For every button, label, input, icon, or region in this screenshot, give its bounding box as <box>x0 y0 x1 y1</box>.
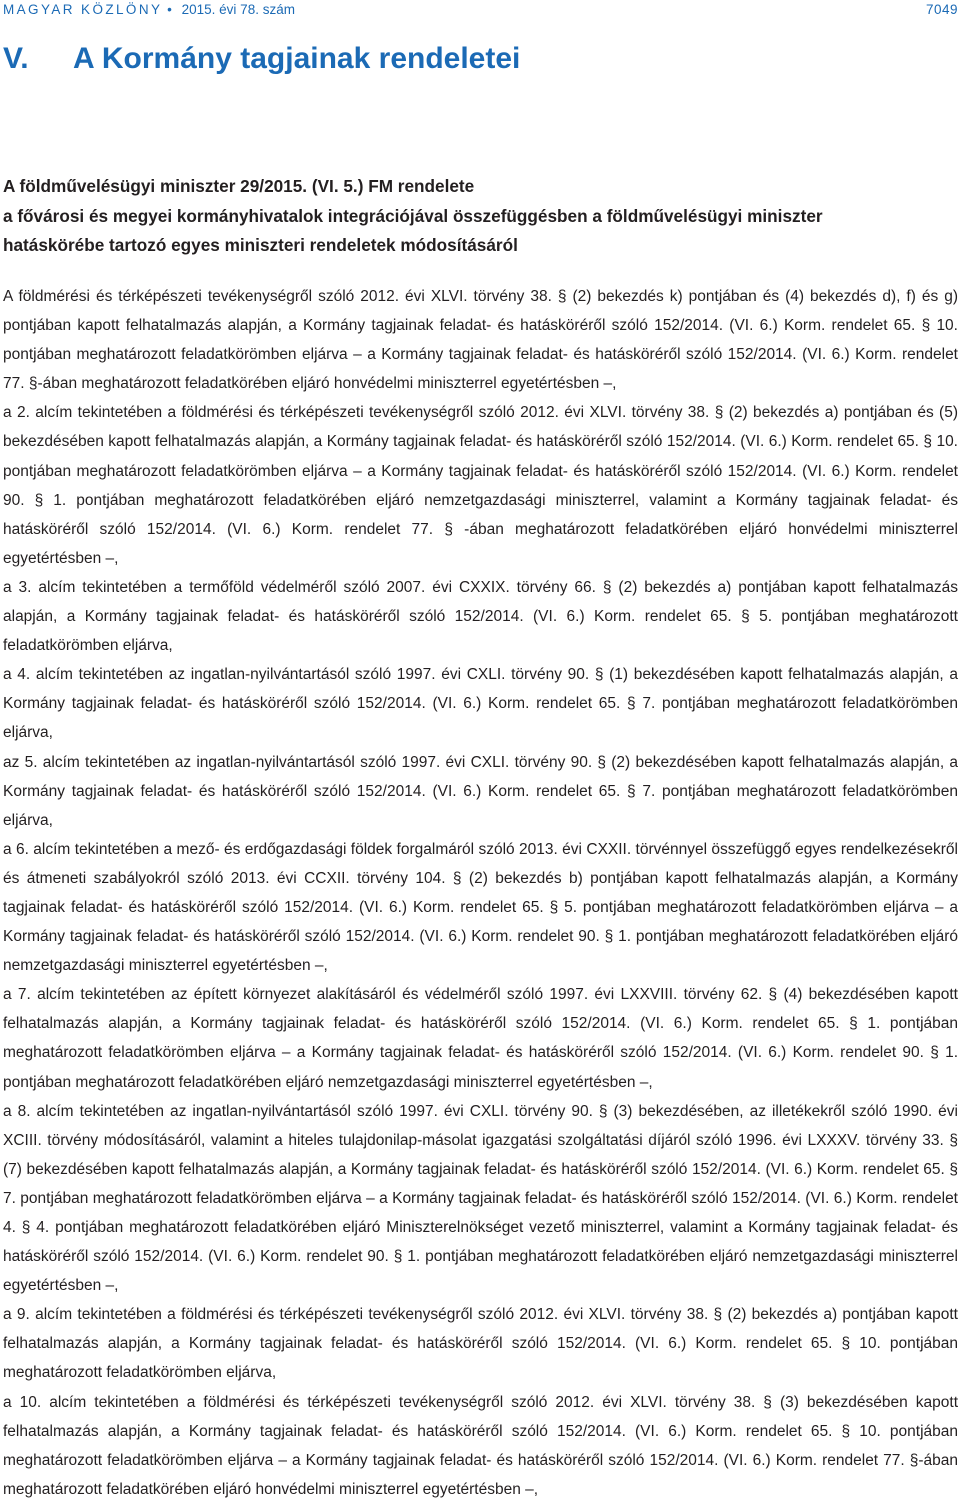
decree-preamble <box>3 282 958 1504</box>
preamble-paragraph: a 4. alcím tekintetében az ingatlan-nyilvántartásól szóló 1997. évi CXLI. törvény 90. § (1) bekezdésében kapott felhatalmazás alapján, a Kormány tagjainak feladat- és hatásköréről szóló 152/2014. (VI. 6.) Korm. rendelet 65. § 7. pontjában meghatározott feladatkörömben eljárva, <box>3 666 958 742</box>
section-number: V. <box>3 42 29 75</box>
preamble-paragraph: a 3. alcím tekintetében a termőföld védelméről szóló 2007. évi CXXIX. törvény 66. § (2) bekezdés a) pontjában kapott felhatalmazás alapján, a Kormány tagjainak feladat- és hatásköréről szóló 152/2014. (VI. 6.) Korm. rendelet 65. § 5. pontjában meghatározott feladatkörömben eljárva, <box>3 578 958 655</box>
decree-title <box>3 172 958 261</box>
preamble-paragraph: a 2. alcím tekintetében a földmérési és térképészeti tevékenységről szóló 2012. évi XLVI. törvény 38. § (2) bekezdés a) pontjában és (5) bekezdésében kapott felhatalmazás alapján, a Kormány tagjainak feladat- és hatásköréről szóló 152/2014. (VI. 6.) Korm. rendelet 65. § 10. pontjában meghatározott feladatkörömben eljárva – a Kormány tagjainak feladat- és hatásköréről szóló 152/2014. (VI. 6.) Korm. rendelet 90. § 1. pontjában meghatározott feladatkörében eljáró nemzetgazdasági miniszterrel, valamint a Kormány tagjainak feladat- és hatásköréről szóló 152/2014. (VI. 6.) Korm. rendelet 77. § -ában meghatározott feladatkörében eljáró honvédelmi miniszterrel egyetértésben –, <box>3 404 958 567</box>
running-header <box>3 2 958 18</box>
section-title: A Kormány tagjainak rendeletei <box>73 42 521 75</box>
journal-name: MAGYAR KÖZLÖNY <box>3 2 163 17</box>
decree-title-line: a fővárosi és megyei kormányhivatalok integrációjával összefüggésben a földművelésügyi miniszter <box>3 205 823 226</box>
header-bullet: • <box>167 2 172 17</box>
preamble-paragraph: A földmérési és térképészeti tevékenységről szóló 2012. évi XLVI. törvény 38. § (2) bekezdés k) pontjában és (4) bekezdés d), f) és g) pontjában kapott felhatalmazás alapján, a Kormány tagjainak feladat- és hatásköréről szóló 152/2014. (VI. 6.) Korm. rendelet 65. § 10. pontjában meghatározott feladatkörömben eljárva – a Kormány tagjainak feladat- és hatásköréről szóló 152/2014. (VI. 6.) Korm. rendelet 77. §-ában meghatározott feladatkörében eljáró honvédelmi miniszterrel egyetértésben –, <box>3 288 958 393</box>
preamble-paragraph: a 10. alcím tekintetében a földmérési és térképészeti tevékenységről szóló 2012. évi XLVI. törvény 38. § (3) bekezdésében kapott felhatalmazás alapján, a Kormány tagjainak feladat- és hatásköréről szóló 152/2014. (VI. 6.) Korm. rendelet 65. § 10. pontjában meghatározott feladatkörömben eljárva – a Kormány tagjainak feladat- és hatásköréről szóló 152/2014. (VI. 6.) Korm. rendelet 77. §-ában meghatározott feladatkörében eljáró honvédelmi miniszterrel egyetértésben –, <box>3 1393 958 1498</box>
decree-title-line: A földművelésügyi miniszter 29/2015. (VI. 5.) FM rendelete <box>3 176 475 196</box>
preamble-paragraph: a 9. alcím tekintetében a földmérési és térképészeti tevékenységről szóló 2012. évi XLVI. törvény 38. § (2) bekezdés a) pontjában kapott felhatalmazás alapján, a Kormány tagjainak feladat- és hatásköréről szóló 152/2014. (VI. 6.) Korm. rendelet 65. § 10. pontjában meghatározott feladatkörömben eljárva, <box>3 1306 958 1382</box>
issue-info: 2015. évi 78. szám <box>181 2 295 17</box>
preamble-paragraph: a 8. alcím tekintetében az ingatlan-nyilvántartásól szóló 1997. évi CXLI. törvény 90. § (3) bekezdésében, az illetékekről szóló 1990. évi XCIII. törvény módosításáról, valamint a hiteles tulajdonilap-másolat igazgatási szolgáltatási díjáról szóló 1996. évi LXXXV. törvény 33. § (7) bekezdésében kapott felhatalmazás alapján, a Kormány tagjainak feladat- és hatásköréről szóló 152/2014. (VI. 6.) Korm. rendelet 65. § 7. pontjában meghatározott feladatkörömben eljárva – a Kormány tagjainak feladat- és hatásköréről szóló 152/2014. (VI. 6.) Korm. rendelet 4. § 4. pontjában meghatározott feladatkörében eljáró Miniszterelnökséget vezető miniszterrel, valamint a Kormány tagjainak feladat- és hatásköréről szóló 152/2014. (VI. 6.) Korm. rendelet 90. § 1. pontjában meghatározott feladatkörében eljáró nemzetgazdasági miniszterrel egyetértésben –, <box>3 1102 958 1295</box>
section-heading <box>3 38 520 80</box>
page-number: 7049 <box>925 2 958 17</box>
preamble-paragraph: a 7. alcím tekintetében az épített környezet alakításáról és védelméről szóló 1997. évi LXXVIII. törvény 62. § (4) bekezdésében kapott felhatalmazás alapján, a Kormány tagjainak feladat- és hatásköréről szóló 152/2014. (VI. 6.) Korm. rendelet 65. § 1. pontjában meghatározott feladatkörömben eljárva – a Kormány tagjainak feladat- és hatásköréről szóló 152/2014. (VI. 6.) Korm. rendelet 90. § 1. pontjában meghatározott feladatkörében eljáró nemzetgazdasági miniszterrel egyetértésben –, <box>3 986 958 1091</box>
decree-title-line: hatáskörébe tartozó egyes miniszteri rendeletek módosításáról <box>3 235 518 255</box>
preamble-paragraph: a 6. alcím tekintetében a mező- és erdőgazdasági földek forgalmáról szóló 2013. évi CXXII. törvénnyel összefüggő egyes rendelkezésekről és átmeneti szabályokról szóló 2013. évi CCXII. törvény 104. § (2) bekezdés b) pontjában kapott felhatalmazás alapján, a Kormány tagjainak feladat- és hatásköréről szóló 152/2014. (VI. 6.) Korm. rendelet 65. § 5. pontjában meghatározott feladatkörömben eljárva – a Kormány tagjainak feladat- és hatásköréről szóló 152/2014. (VI. 6.) Korm. rendelet 90. § 1. pontjában meghatározott feladatkörében eljáró nemzetgazdasági miniszterrel egyetértésben –, <box>3 840 958 975</box>
preamble-paragraph: az 5. alcím tekintetében az ingatlan-nyilvántartásól szóló 1997. évi CXLI. törvény 90. § (2) bekezdésében kapott felhatalmazás alapján, a Kormány tagjainak feladat- és hatásköréről szóló 152/2014. (VI. 6.) Korm. rendelet 65. § 7. pontjában meghatározott feladatkörömben eljárva, <box>3 753 958 829</box>
